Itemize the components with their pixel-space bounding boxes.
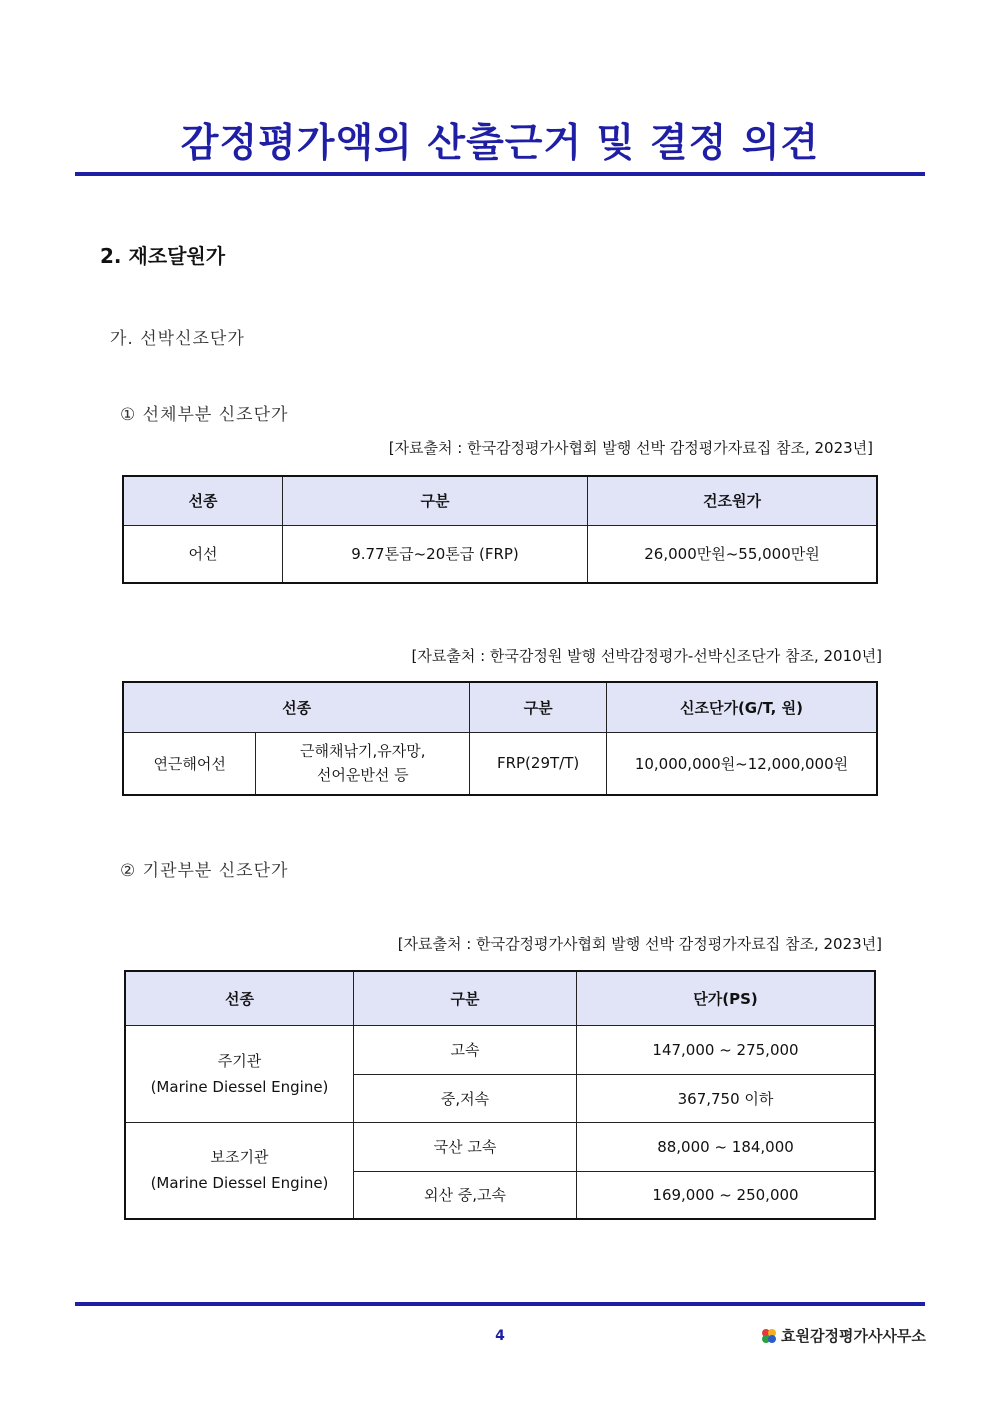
- table-cell: 10,000,000원~12,000,000원: [606, 732, 877, 795]
- table-header-cell: 건조원가: [588, 476, 878, 525]
- table-cell: 연근해어선: [123, 732, 256, 795]
- table-cell: [125, 1122, 354, 1219]
- part1-heading: ① 선체부분 신조단가: [120, 405, 289, 425]
- table-row: [123, 525, 877, 583]
- table3-source: [자료출처 : 한국감정평가사협회 발행 선박 감정평가자료집 참조, 2023년]: [397, 935, 882, 953]
- engine-group-name: 주기관: [217, 1051, 262, 1070]
- table-header-cell: 선종: [123, 476, 283, 525]
- table-header-cell: 선종: [125, 971, 354, 1025]
- cell-line: 근해채낚기,유자망,: [300, 742, 426, 761]
- page-title: 감정평가액의 산출근거 및 결정 의견: [180, 121, 820, 166]
- table-cell: FRP(29T/T): [470, 732, 607, 795]
- table-header-cell: 구분: [354, 971, 577, 1025]
- company-logo: [760, 1325, 926, 1346]
- engine-group-name: 보조기관: [210, 1148, 269, 1167]
- table-header-cell: 신조단가(G/T, 원): [606, 682, 877, 732]
- engine-group-sub: (Marine Diessel Engine): [150, 1077, 329, 1096]
- table-cell: 국산 고속: [354, 1122, 577, 1171]
- engine-group-sub: (Marine Diessel Engine): [150, 1174, 329, 1193]
- table-row: [125, 1025, 875, 1074]
- table-cell: 367,750 이하: [577, 1074, 876, 1122]
- table2-source: [자료출처 : 한국감정원 발행 선박감정평가-선박신조단가 참조, 2010년]: [411, 647, 882, 665]
- table-cell: [256, 732, 470, 795]
- subsection-heading: 가. 선박신조단가: [110, 329, 245, 349]
- engine-price-table: [124, 970, 876, 1220]
- table-cell: 169,000 ~ 250,000: [577, 1171, 876, 1219]
- cell-line: 선어운반선 등: [316, 766, 409, 785]
- table-row: [123, 732, 877, 795]
- table-cell: 147,000 ~ 275,000: [577, 1025, 876, 1074]
- table-header-cell: 단가(PS): [577, 971, 876, 1025]
- table-cell: 88,000 ~ 184,000: [577, 1122, 876, 1171]
- table-cell: 중,저속: [354, 1074, 577, 1122]
- table-cell: 어선: [123, 525, 283, 583]
- footer-rule: [75, 1302, 925, 1306]
- table1-source: [자료출처 : 한국감정평가사협회 발행 선박 감정평가자료집 참조, 2023년]: [388, 439, 873, 457]
- company-logo-icon: [760, 1327, 778, 1345]
- company-name: 효원감정평가사사무소: [781, 1327, 926, 1345]
- hull-price-table-2023: [122, 475, 878, 584]
- hull-price-table-2010: [122, 681, 878, 796]
- header-rule: [75, 172, 925, 176]
- table-row: [125, 1122, 875, 1171]
- table-cell: [125, 1025, 354, 1122]
- table-cell: 26,000만원~55,000만원: [588, 525, 878, 583]
- section-heading: 2. 재조달원가: [100, 244, 226, 268]
- table-cell: 고속: [354, 1025, 577, 1074]
- part2-heading: ② 기관부분 신조단가: [120, 861, 289, 881]
- table-header-cell: 선종: [123, 682, 470, 732]
- table-cell: 외산 중,고속: [354, 1171, 577, 1219]
- table-cell: 9.77톤급~20톤급 (FRP): [283, 525, 588, 583]
- page-number: 4: [495, 1328, 505, 1344]
- table-header-cell: 구분: [470, 682, 607, 732]
- table-header-cell: 구분: [283, 476, 588, 525]
